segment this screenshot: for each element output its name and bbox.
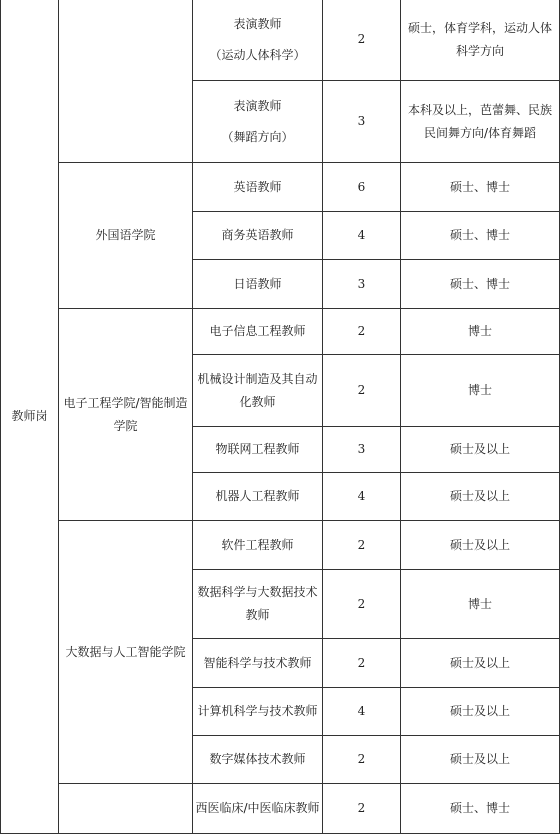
position-requirement: 硕士、博士 bbox=[401, 784, 560, 834]
position-requirement: 博士 bbox=[401, 570, 560, 639]
position-title: 机械设计制造及其自动 化教师 bbox=[193, 355, 323, 427]
position-requirement: 硕士及以上 bbox=[401, 639, 560, 688]
position-requirement: 博士 bbox=[401, 355, 560, 427]
position-count: 2 bbox=[323, 570, 401, 639]
position-count: 2 bbox=[323, 639, 401, 688]
position-title: 数字媒体技术教师 bbox=[193, 736, 323, 784]
table-row bbox=[1, 0, 560, 81]
position-count: 3 bbox=[323, 260, 401, 309]
position-title: 表演教师 （运动人体科学） bbox=[193, 0, 323, 81]
position-count: 2 bbox=[323, 521, 401, 570]
position-title: 软件工程教师 bbox=[193, 521, 323, 570]
position-count: 2 bbox=[323, 736, 401, 784]
position-count: 6 bbox=[323, 163, 401, 212]
position-count: 4 bbox=[323, 688, 401, 736]
position-count: 4 bbox=[323, 212, 401, 260]
position-count: 2 bbox=[323, 784, 401, 834]
position-requirement: 博士 bbox=[401, 309, 560, 355]
department-cell: 电子工程学院/智能制造 学院 bbox=[59, 309, 193, 521]
position-title: 表演教师 （舞蹈方向） bbox=[193, 81, 323, 163]
position-title: 计算机科学与技术教师 bbox=[193, 688, 323, 736]
position-title: 数据科学与大数据技术 教师 bbox=[193, 570, 323, 639]
table-row bbox=[1, 163, 560, 212]
department-cell: 外国语学院 bbox=[59, 163, 193, 309]
position-title: 智能科学与技术教师 bbox=[193, 639, 323, 688]
department-cell: 大数据与人工智能学院 bbox=[59, 521, 193, 784]
position-title: 电子信息工程教师 bbox=[193, 309, 323, 355]
category-cell bbox=[1, 0, 59, 834]
category-label: 教师岗 bbox=[11, 408, 48, 423]
position-requirement: 硕士、博士 bbox=[401, 260, 560, 309]
position-requirement: 硕士及以上 bbox=[401, 473, 560, 521]
position-title: 商务英语教师 bbox=[193, 212, 323, 260]
position-requirement: 硕士及以上 bbox=[401, 427, 560, 473]
position-requirement: 硕士，体育学科，运动人体 科学方向 bbox=[401, 0, 560, 81]
position-requirement: 硕士及以上 bbox=[401, 521, 560, 570]
position-count: 4 bbox=[323, 473, 401, 521]
position-requirement: 硕士及以上 bbox=[401, 736, 560, 784]
position-count: 2 bbox=[323, 355, 401, 427]
position-count: 2 bbox=[323, 0, 401, 81]
position-requirement: 硕士及以上 bbox=[401, 688, 560, 736]
position-title: 英语教师 bbox=[193, 163, 323, 212]
position-title: 物联网工程教师 bbox=[193, 427, 323, 473]
department-cell bbox=[59, 784, 193, 834]
table-row bbox=[1, 784, 560, 834]
position-count: 3 bbox=[323, 81, 401, 163]
table-row bbox=[1, 309, 560, 355]
position-requirement: 本科及以上，芭蕾舞、民族 民间舞方向/体育舞蹈 bbox=[401, 81, 560, 163]
department-cell bbox=[59, 0, 193, 163]
position-requirement: 硕士、博士 bbox=[401, 212, 560, 260]
position-title: 西医临床/中医临床教师 bbox=[193, 784, 323, 834]
position-count: 3 bbox=[323, 427, 401, 473]
table-row bbox=[1, 521, 560, 570]
position-requirement: 硕士、博士 bbox=[401, 163, 560, 212]
position-count: 2 bbox=[323, 309, 401, 355]
position-title: 机器人工程教师 bbox=[193, 473, 323, 521]
position-title: 日语教师 bbox=[193, 260, 323, 309]
